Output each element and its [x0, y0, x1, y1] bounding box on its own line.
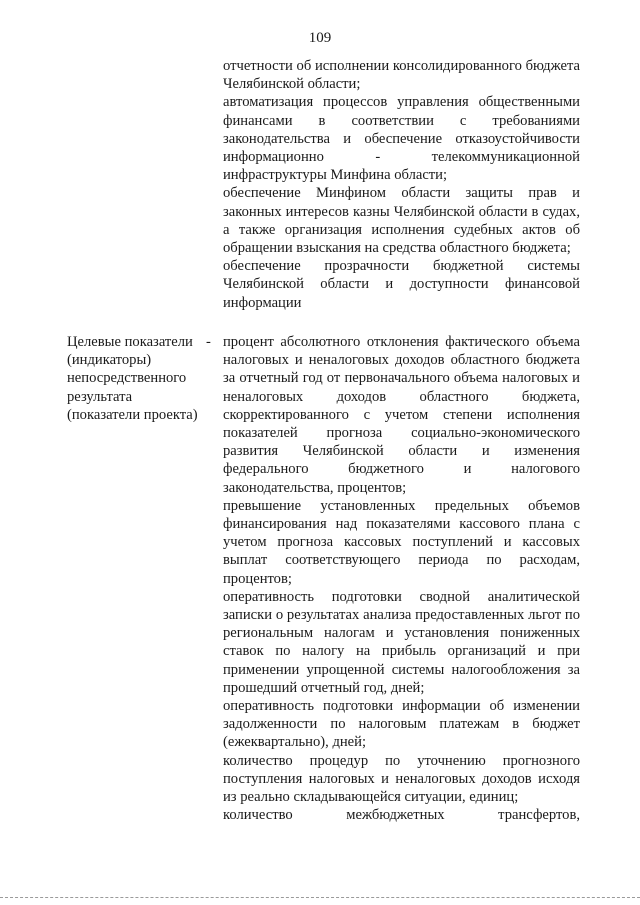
page-bottom-rule [0, 897, 640, 898]
section-separator: - [206, 334, 211, 350]
paragraph: отчетности об исполнении консолидированного бюджета Челябинской области; [223, 58, 580, 93]
goals-continuation [223, 57, 580, 312]
paragraph: процент абсолютного отклонения фактического объема налоговых и неналоговых доходов областного бюджета за отчетный год от первоначального объема налоговых и неналоговых доходов областного бюджета, скорректированного с учетом степени исполнения показателей прогноза социально-экономического развития Челябинской области и изменения федерального бюджетного и налогового законодательства, процентов; [223, 334, 580, 496]
page-number: 109 [308, 30, 332, 46]
section-label: Целевые показатели (индикаторы) непосредственного результата (показатели проекта) [67, 334, 198, 423]
paragraph: превышение установленных предельных объемов финансирования над показателями кассового плана с учетом прогноза кассовых поступлений и кассовых выплат соответствующего периода по расходам, процентов; [223, 497, 580, 587]
indicators-list [223, 333, 580, 824]
paragraph: оперативность подготовки сводной аналитической записки о результатах анализа предоставленных льгот по региональным налогам и установления пониженных ставок по налогу на прибыль организаций и при применении упрощенной системы налогообложения за прошедший отчетный год, дней; [223, 588, 580, 696]
paragraph: количество межбюджетных трансфертов, [223, 807, 580, 824]
paragraph: обеспечение Минфином области защиты прав и законных интересов казны Челябинской области в судах, а также организация исполнения судебных актов об обращении взыскания на средства областного бюджета; [223, 185, 580, 257]
paragraph: количество процедур по уточнению прогнозного поступления налоговых и неналоговых доходов исходя из реально складывающейся ситуации, единиц; [223, 752, 580, 806]
paragraph: автоматизация процессов управления общественными финансами в соответствии с требованиями законодательства и обеспечение отказоустойчивости информационно - телекоммуникационной инфраструктуры Минфина области; [223, 94, 580, 184]
paragraph: обеспечение прозрачности бюджетной системы Челябинской области и доступности финансовой информации [223, 258, 580, 311]
paragraph: оперативность подготовки информации об изменении задолженности по налоговым платежам в бюджет (ежеквартально), дней; [223, 698, 580, 751]
